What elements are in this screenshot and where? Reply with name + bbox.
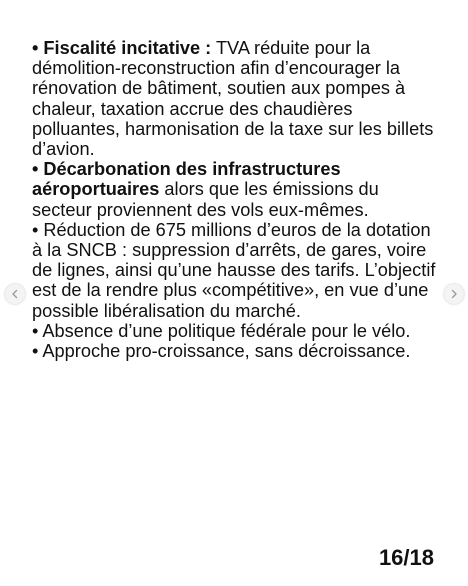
bullet-text: Réduction de 675 millions d’euros de la dotation à la SNCB : suppression d’arrêts, de gares, voire de lignes, ainsi qu’une hausse des tarifs. L’objectif est de la rendre plus «compétitive», en vue d’une possible libéralisation du marché.	[32, 219, 436, 321]
bullet-prefix: •	[32, 320, 43, 341]
bullet-text: alors que les émissions du secteur proviennent des vols eux-mêmes.	[32, 179, 379, 220]
chevron-right-icon	[449, 289, 459, 299]
bullet-text: Absence d’une politique fédérale pour le vélo.	[42, 320, 411, 341]
bullet-item	[32, 341, 442, 361]
bullet-text: TVA réduite pour la démolition-reconstruction afin d’encourager la rénovation de bâtiment, soutien aux pompes à chaleur, taxation accrue des chaudières polluantes, harmonisation de la taxe sur les billets d’avion.	[32, 38, 434, 160]
bullet-prefix: •	[32, 341, 43, 362]
bullet-bold-text: Fiscalité incitative :	[43, 38, 212, 58]
bullet-prefix: •	[32, 219, 44, 240]
bullet-item	[32, 159, 442, 220]
bullet-prefix: •	[32, 159, 44, 180]
bullet-item	[32, 38, 442, 159]
bullet-bold-text: Décarbonation des infrastructures aéroportuaires	[32, 159, 341, 200]
next-slide-button[interactable]	[444, 284, 464, 304]
previous-slide-button[interactable]	[5, 284, 25, 304]
slide-text-content	[32, 38, 442, 361]
chevron-left-icon	[10, 289, 20, 299]
page-indicator: 16/18	[378, 545, 434, 570]
bullet-prefix: •	[32, 38, 44, 58]
bullet-item	[32, 220, 442, 321]
bullet-item	[32, 321, 442, 341]
bullet-text: Approche pro-croissance, sans décroissance.	[42, 341, 411, 362]
